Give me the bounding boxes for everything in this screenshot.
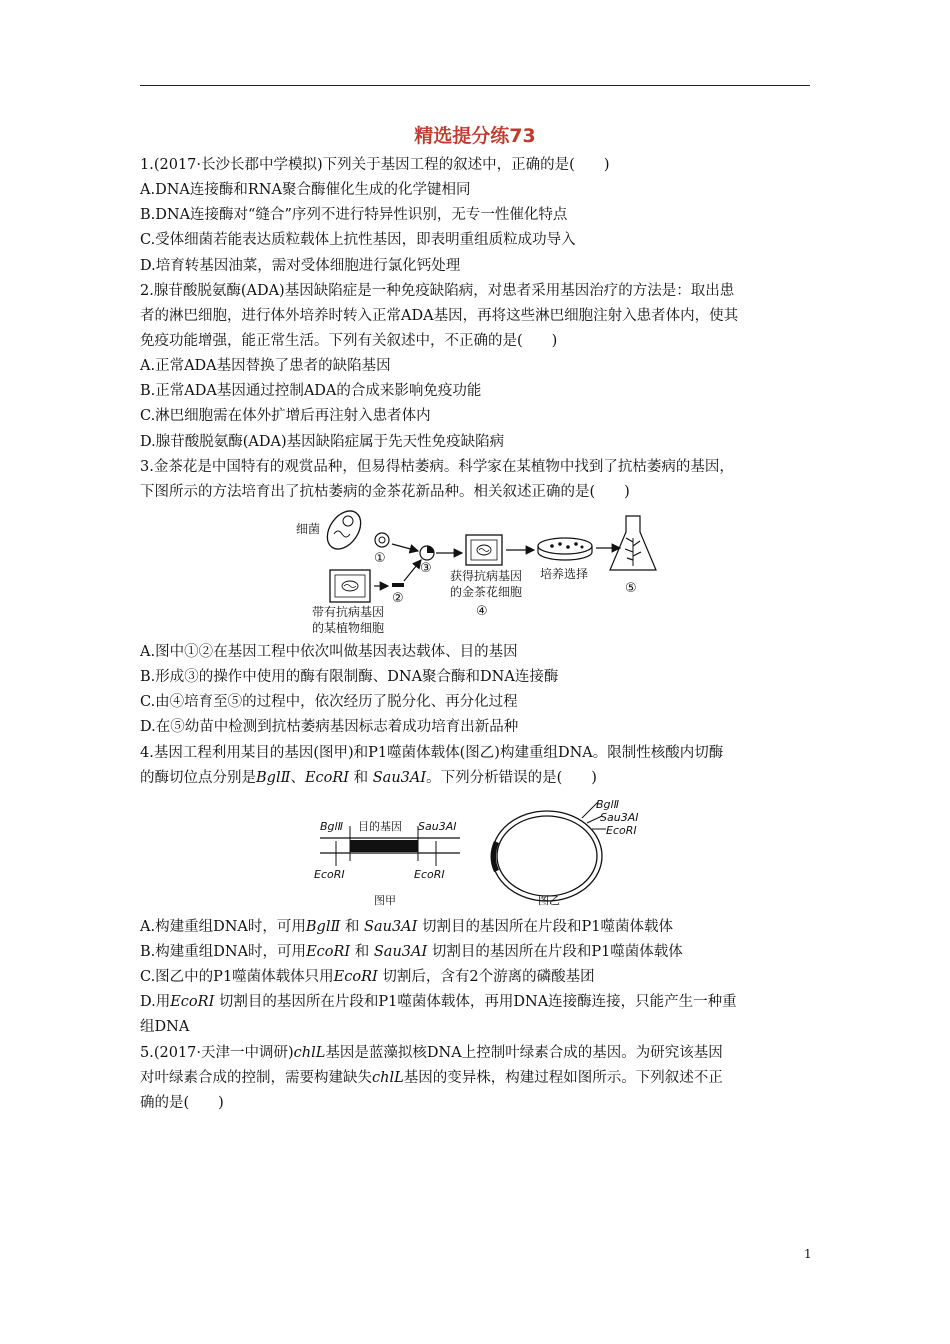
q2-stem-line-3: 免疫功能增强，能正常生活。下列有关叙述中，不正确的是( ) <box>140 333 558 349</box>
fig-a-gene: 目的基因 <box>358 820 402 833</box>
arrow-2b <box>404 560 421 581</box>
q2-stem-line-1: 2.腺苷酸脱氨酶(ADA)基因缺陷症是一种免疫缺陷病，对患者采用基因治疗的方法是：取出患 <box>140 283 735 299</box>
fig-b-bgl: BglⅡ <box>596 798 619 811</box>
bacteria-label: 细菌 <box>296 522 321 536</box>
q4-stem-line-1: 4.基因工程利用某目的基因(图甲)和P1噬菌体载体(图乙)构建重组DNA。限制性核酸内切酶 <box>140 745 724 761</box>
q2-option-c: C.淋巴细胞需在体外扩增后再注射入患者体内 <box>140 408 431 424</box>
target-gene-segment <box>350 840 418 852</box>
source-cell-label-1: 带有抗病基因 <box>312 605 385 619</box>
header-rule <box>140 85 810 86</box>
page-number: 1 <box>804 1247 812 1261</box>
fig-b-caption: 图乙 <box>538 894 560 907</box>
fig-a-bgl: BglⅡ <box>320 820 343 833</box>
label-3: ③ <box>420 561 432 576</box>
label-1: ① <box>374 551 386 566</box>
q5-stem-line-3: 确的是( ) <box>140 1095 224 1111</box>
gene-chlL: chlL <box>293 1045 326 1061</box>
label-5: ⑤ <box>625 581 637 596</box>
petri-dish-icon <box>538 538 592 560</box>
q3-option-c: C.由④培育至⑤的过程中，依次经历了脱分化、再分化过程 <box>140 694 518 710</box>
q1-stem: 1.(2017·长沙长郡中学模拟)下列关于基因工程的叙述中，正确的是( ) <box>140 157 610 173</box>
fig-a-sau: Sau3AⅠ <box>418 820 457 833</box>
q3-gene-transfer-figure <box>290 508 670 638</box>
recombinant-plasmid-icon <box>420 546 434 560</box>
q1-option-a: A.DNA连接酶和RNA聚合酶催化生成的化学键相同 <box>140 182 471 198</box>
q4-option-b: B.构建重组DNA时，可用EcoRⅠ 和 Sau3AⅠ 切割目的基因所在片段和P1噬菌体载体 <box>140 944 683 960</box>
camellia-cell-label-2: 的金茶花细胞 <box>450 585 523 599</box>
q5-stem-line-1: 5.(2017·天津一中调研)chlL基因是蓝藻拟核DNA上控制叶绿素合成的基因。为研究该基因 <box>140 1045 723 1061</box>
q4-dna-figure <box>310 796 670 910</box>
page-title: 精选提分练73 <box>414 125 536 147</box>
bacterium-icon <box>320 508 367 555</box>
q1-option-c: C.受体细菌若能表达质粒载体上抗性基因，即表明重组质粒成功导入 <box>140 232 576 248</box>
q3-option-d: D.在⑤幼苗中检测到抗枯萎病基因标志着成功培育出新品种 <box>140 719 519 735</box>
q1-option-d: D.培育转基因油菜，需对受体细胞进行氯化钙处理 <box>140 258 461 274</box>
q2-stem-line-2: 者的淋巴细胞，进行体外培养时转入正常ADA基因，再将这些淋巴细胞注射入患者体内，使其 <box>140 308 739 324</box>
q1-option-b: B.DNA连接酶对“缝合”序列不进行特异性识别，无专一性催化特点 <box>140 207 568 223</box>
arrow-1 <box>392 544 418 551</box>
label-2: ② <box>392 591 404 606</box>
fig-a-eco-right: EcoRⅠ <box>414 868 445 881</box>
vector-marker-segment <box>491 841 499 872</box>
fig-a-caption: 图甲 <box>374 894 396 907</box>
q3-stem-line-1: 3.金茶花是中国特有的观赏品种，但易得枯萎病。科学家在某植物中找到了抗枯萎病的基因， <box>140 459 734 475</box>
q2-option-d: D.腺苷酸脱氨酶(ADA)基因缺陷症属于先天性免疫缺陷病 <box>140 434 505 450</box>
enzyme-sau: Sau3AⅠ <box>372 770 427 786</box>
camellia-cell-label-1: 获得抗病基因 <box>450 569 523 583</box>
q3-option-b: B.形成③的操作中使用的酶有限制酶、DNA聚合酶和DNA连接酶 <box>140 669 559 685</box>
fig-a-eco-left: EcoRⅠ <box>314 868 345 881</box>
enzyme-bgl: BglⅡ <box>256 770 291 786</box>
q4-option-a: A.构建重组DNA时，可用BglⅡ 和 Sau3AⅠ 切割目的基因所在片段和P1噬菌体载体 <box>140 919 673 935</box>
q4-option-c: C.图乙中的P1噬菌体载体只用EcoRⅠ 切割后，含有2个游离的磷酸基团 <box>140 969 595 985</box>
q2-option-b: B.正常ADA基因通过控制ADA的合成来影响免疫功能 <box>140 383 482 399</box>
flask-seedling-icon <box>610 516 656 570</box>
q4-stem-line-2: 的酶切位点分别是BglⅡ、EcoRⅠ 和 Sau3AⅠ。下列分析错误的是( ) <box>140 770 597 786</box>
q4-option-d-cont: 组DNA <box>140 1019 190 1035</box>
label-4: ④ <box>476 604 488 619</box>
target-gene-icon <box>392 583 404 587</box>
camellia-cell-icon <box>466 535 502 565</box>
plasmid-icon <box>375 533 389 547</box>
q3-option-a: A.图中①②在基因工程中依次叫做基因表达载体、目的基因 <box>140 644 518 660</box>
q3-stem-line-2: 下图所示的方法培育出了抗枯萎病的金茶花新品种。相关叙述正确的是( ) <box>140 484 630 500</box>
q4-option-d: D.用EcoRⅠ 切割目的基因所在片段和P1噬菌体载体，再用DNA连接酶连接，只能产生一种重 <box>140 994 737 1010</box>
source-cell-label-2: 的某植物细胞 <box>312 621 385 635</box>
fig-b-sau: Sau3AⅠ <box>600 811 639 824</box>
fig-b-eco: EcoRⅠ <box>606 824 637 837</box>
enzyme-eco: EcoRⅠ <box>304 770 350 786</box>
culture-label: 培养选择 <box>540 567 589 581</box>
plant-cell-icon <box>330 570 370 602</box>
q2-option-a: A.正常ADA基因替换了患者的缺陷基因 <box>140 358 391 374</box>
q5-stem-line-2: 对叶绿素合成的控制，需要构建缺失chlL基因的变异株，构建过程如图所示。下列叙述不正 <box>140 1070 723 1086</box>
